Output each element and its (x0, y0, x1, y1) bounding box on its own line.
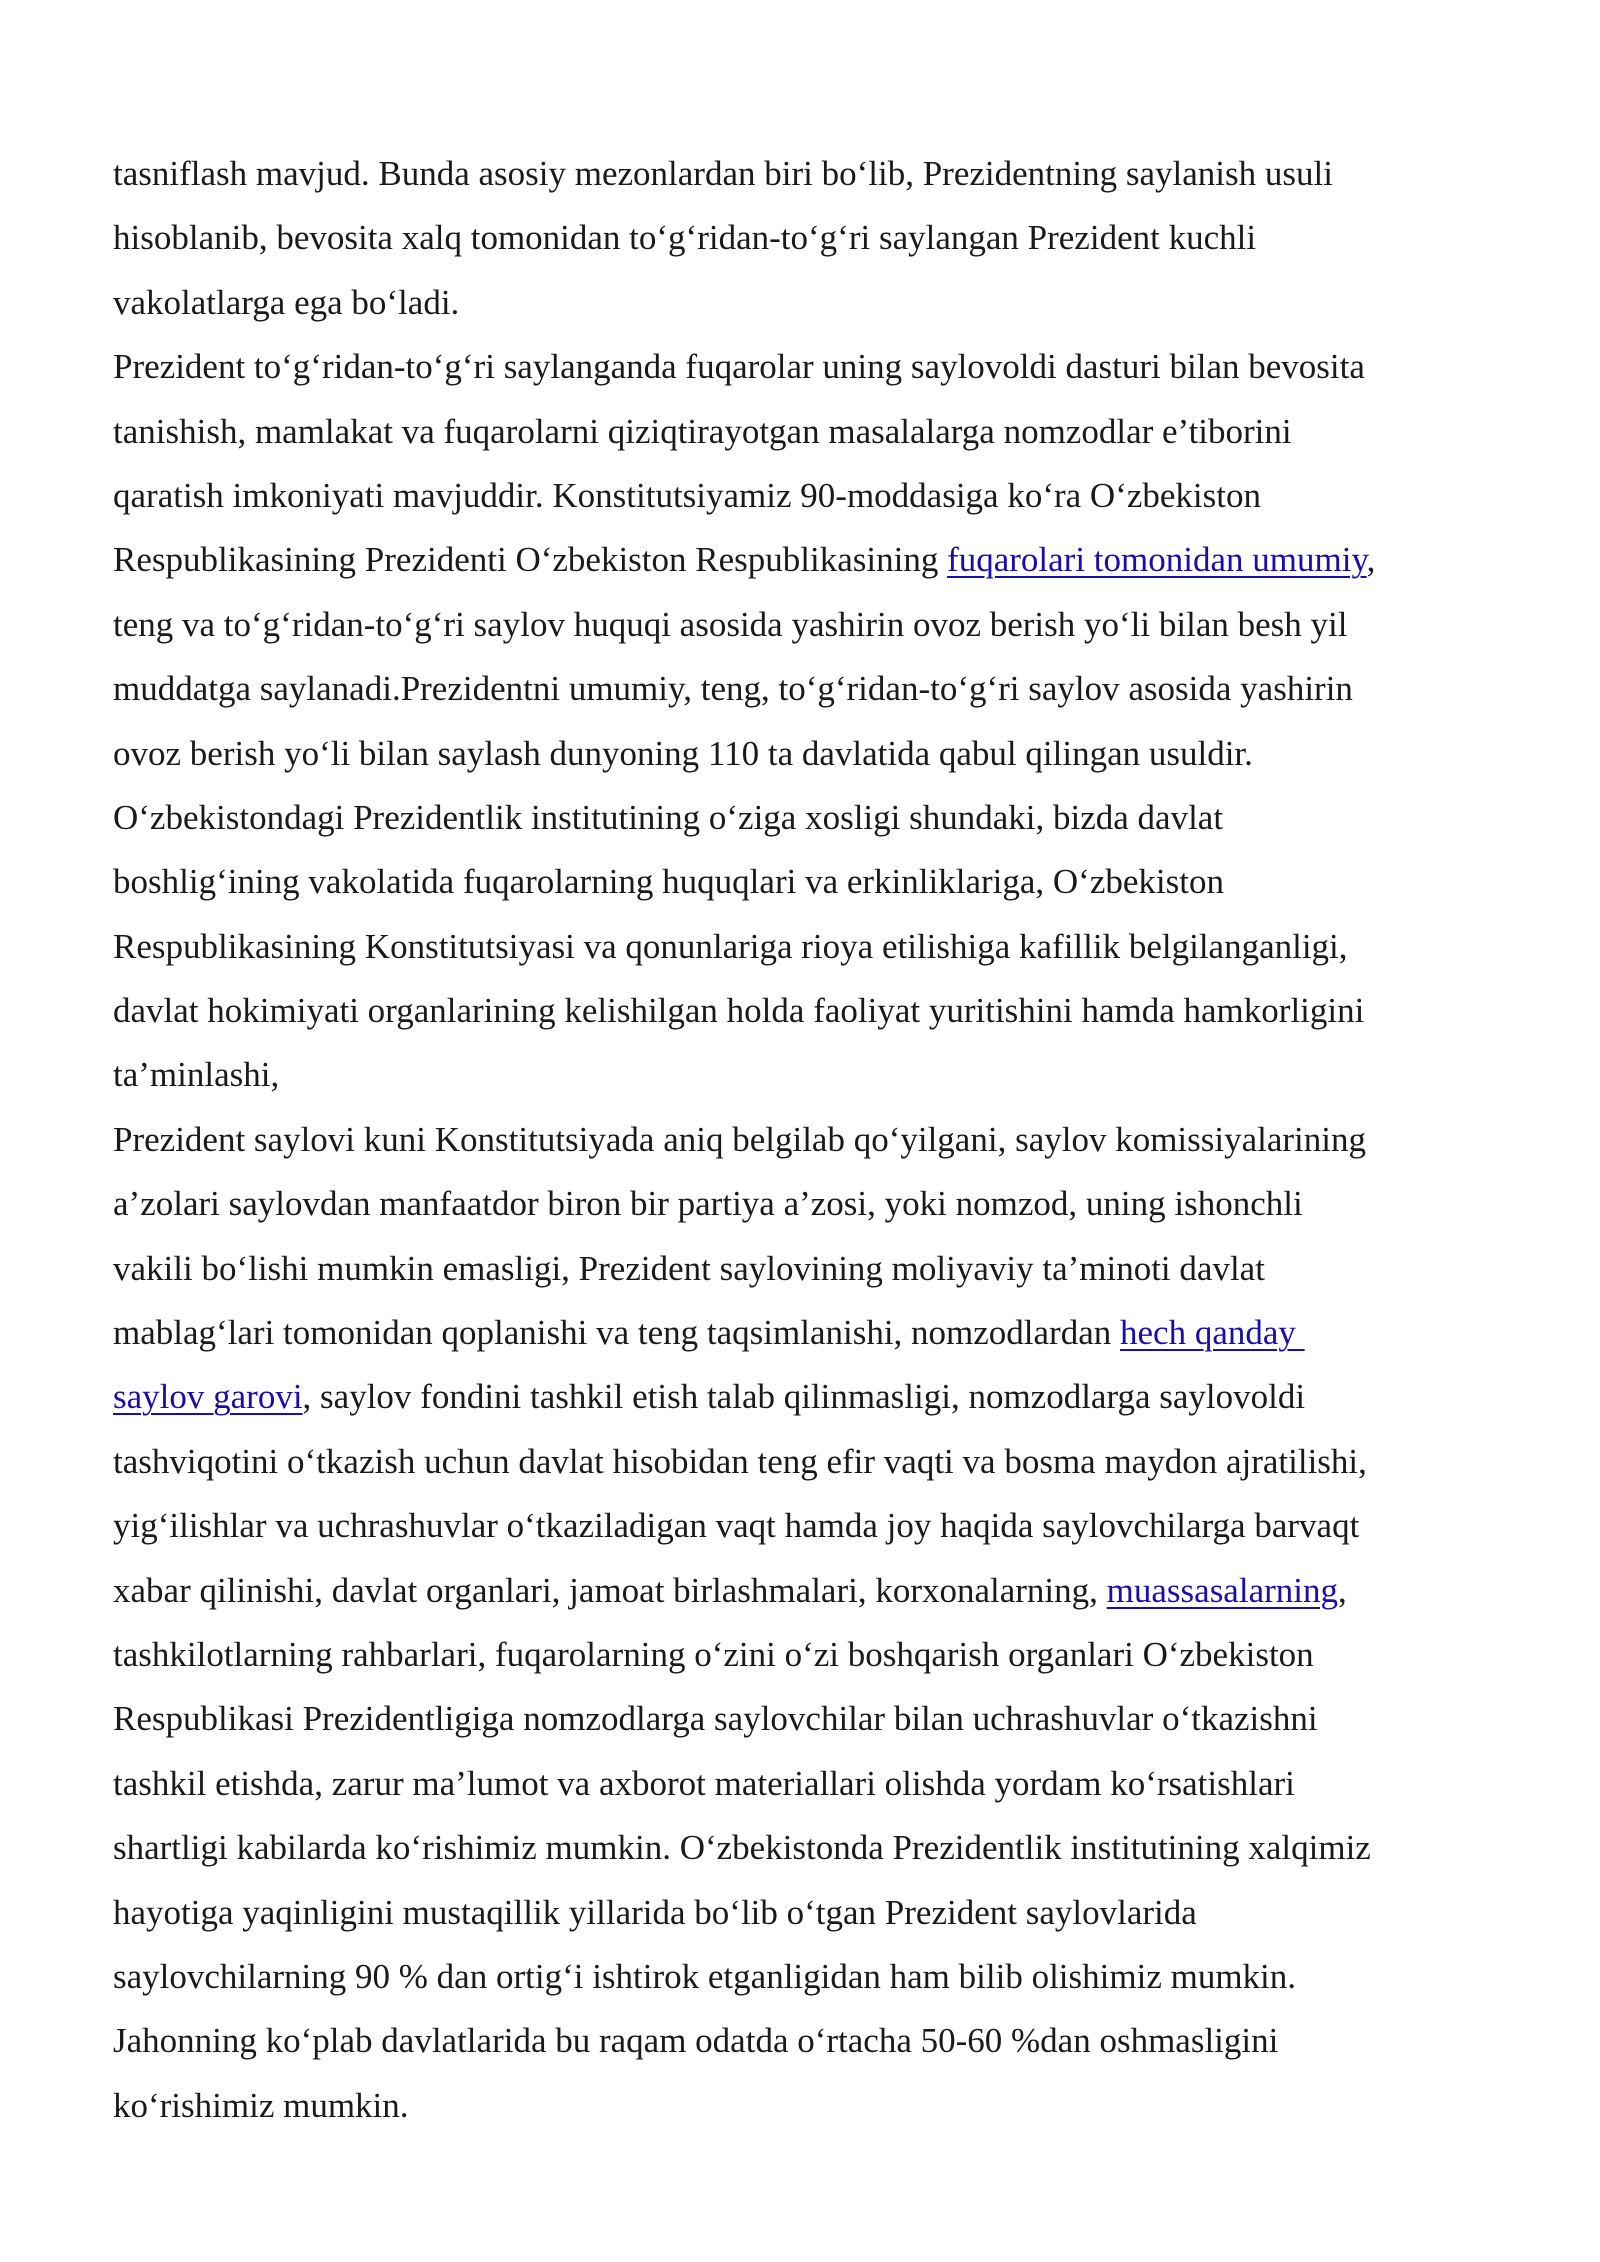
text-line (113, 1752, 1493, 1816)
text-segment: ovoz berish yo‘li bilan saylash dunyoning 110 ta davlatida qabul qilingan usuldir. (113, 733, 1253, 773)
text-line (113, 335, 1493, 399)
text-segment: Prezident saylovi kuni Konstitutsiyada aniq belgilab qo‘yilgani, saylov komissiyalarining (113, 1119, 1367, 1159)
text-line (113, 1043, 1493, 1107)
text-segment: boshlig‘ining vakolatida fuqarolarning huquqlari va erkinliklariga, O‘zbekiston (113, 862, 1224, 902)
text-line (113, 915, 1493, 979)
text-segment: tashkil etishda, zarur ma’lumot va axborot materiallari olishda yordam ko‘rsatishlari (113, 1763, 1295, 1803)
text-line (113, 1559, 1493, 1623)
hyperlink[interactable]: muassasalarning (1106, 1570, 1338, 1610)
text-line (113, 593, 1493, 657)
document-body (113, 142, 1493, 2138)
text-line (113, 2009, 1493, 2073)
text-segment: muddatga saylanadi.Prezidentni umumiy, teng, to‘g‘ridan-to‘g‘ri saylov asosida yashirin (113, 669, 1353, 709)
text-segment: a’zolari saylovdan manfaatdor biron bir partiya a’zosi, yoki nomzod, uning ishonchli (113, 1184, 1303, 1224)
text-segment: mablag‘lari tomonidan qoplanishi va teng taqsimlanishi, nomzodlardan (113, 1313, 1121, 1353)
text-line (113, 1172, 1493, 1236)
text-segment: hisoblanib, bevosita xalq tomonidan to‘g‘ridan-to‘g‘ri saylangan Prezident kuchli (113, 218, 1257, 258)
text-segment: saylovchilarning 90 % dan ortig‘i ishtirok etganligidan ham bilib olishimiz mumkin. (113, 1956, 1297, 1996)
text-line (113, 2074, 1493, 2138)
text-segment: , saylov fondini tashkil etish talab qilinmasligi, nomzodlarga saylovoldi (302, 1377, 1306, 1417)
text-segment: teng va to‘g‘ridan-to‘g‘ri saylov huquqi asosida yashirin ovoz berish yo‘li bilan besh yil (113, 604, 1348, 644)
text-segment: vakili bo‘lishi mumkin emasligi, Prezident saylovining moliyaviy ta’minoti davlat (113, 1248, 1265, 1288)
hyperlink[interactable]: saylov garovi (113, 1377, 303, 1417)
text-line (113, 400, 1493, 464)
text-line (113, 1494, 1493, 1558)
text-segment: shartligi kabilarda ko‘rishimiz mumkin. O‘zbekistonda Prezidentlik institutining xalqimiz (113, 1828, 1371, 1868)
text-line (113, 1301, 1493, 1365)
text-segment: Prezident to‘g‘ridan-to‘g‘ri saylanganda fuqarolar uning saylovoldi dasturi bilan bevosita (113, 347, 1365, 387)
text-segment: vakolatlarga ega bo‘ladi. (113, 282, 460, 322)
text-segment: hayotiga yaqinligini mustaqillik yillarida bo‘lib o‘tgan Prezident saylovlarida (113, 1892, 1197, 1932)
text-segment: ta’minlashi, (113, 1055, 280, 1095)
text-line (113, 1623, 1493, 1687)
text-line (113, 657, 1493, 721)
text-line (113, 850, 1493, 914)
text-line (113, 464, 1493, 528)
text-segment: tanishish, mamlakat va fuqarolarni qiziqtirayotgan masalalarga nomzodlar e’tiborini (113, 411, 1292, 451)
text-segment: O‘zbekistondagi Prezidentlik institutining o‘ziga xosligi shundaki, bizda davlat (113, 797, 1224, 837)
text-segment: tashviqotini o‘tkazish uchun davlat hisobidan teng efir vaqti va bosma maydon ajratilishi, (113, 1441, 1367, 1481)
text-line (113, 1881, 1493, 1945)
text-line (113, 1687, 1493, 1751)
text-segment: yig‘ilishlar va uchrashuvlar o‘tkaziladigan vaqt hamda joy haqida saylovchilarga barvaqt (113, 1506, 1360, 1546)
text-line (113, 786, 1493, 850)
text-segment: xabar qilinishi, davlat organlari, jamoat birlashmalari, korxonalarning, (113, 1570, 1107, 1610)
text-segment: , (1337, 1570, 1347, 1610)
text-line (113, 1365, 1493, 1429)
text-line (113, 1430, 1493, 1494)
text-segment: tashkilotlarning rahbarlari, fuqarolarning o‘zini o‘zi boshqarish organlari O‘zbekiston (113, 1634, 1314, 1674)
text-line (113, 979, 1493, 1043)
text-segment: Respublikasining Konstitutsiyasi va qonunlariga rioya etilishiga kafillik belgilanganligi, (113, 926, 1348, 966)
text-line (113, 271, 1493, 335)
text-line (113, 722, 1493, 786)
text-segment: Respublikasining Prezidenti O‘zbekiston Respublikasining (113, 540, 948, 580)
text-line (113, 1945, 1493, 2009)
text-line (113, 528, 1493, 592)
text-line (113, 1237, 1493, 1301)
hyperlink[interactable]: hech qanday (1120, 1313, 1305, 1353)
text-segment: qaratish imkoniyati mavjuddir. Konstitutsiyamiz 90-moddasiga ko‘ra O‘zbekiston (113, 475, 1261, 515)
text-segment: davlat hokimiyati organlarining kelishilgan holda faoliyat yuritishini hamda hamkorligini (113, 991, 1365, 1031)
text-line (113, 142, 1493, 206)
text-segment: tasniflash mavjud. Bunda asosiy mezonlardan biri bo‘lib, Prezidentning saylanish usuli (113, 154, 1333, 193)
text-segment: Respublikasi Prezidentligiga nomzodlarga saylovchilar bilan uchrashuvlar o‘tkazishni (113, 1699, 1318, 1739)
text-segment: Jahonning ko‘plab davlatlarida bu raqam odatda o‘rtacha 50-60 %dan oshmasligini (113, 2021, 1279, 2061)
text-line (113, 1108, 1493, 1172)
text-segment: , (1366, 540, 1376, 580)
text-line (113, 206, 1493, 270)
text-segment: ko‘rishimiz mumkin. (113, 2085, 409, 2125)
text-line (113, 1816, 1493, 1880)
hyperlink[interactable]: fuqarolari tomonidan umumiy (947, 540, 1367, 580)
